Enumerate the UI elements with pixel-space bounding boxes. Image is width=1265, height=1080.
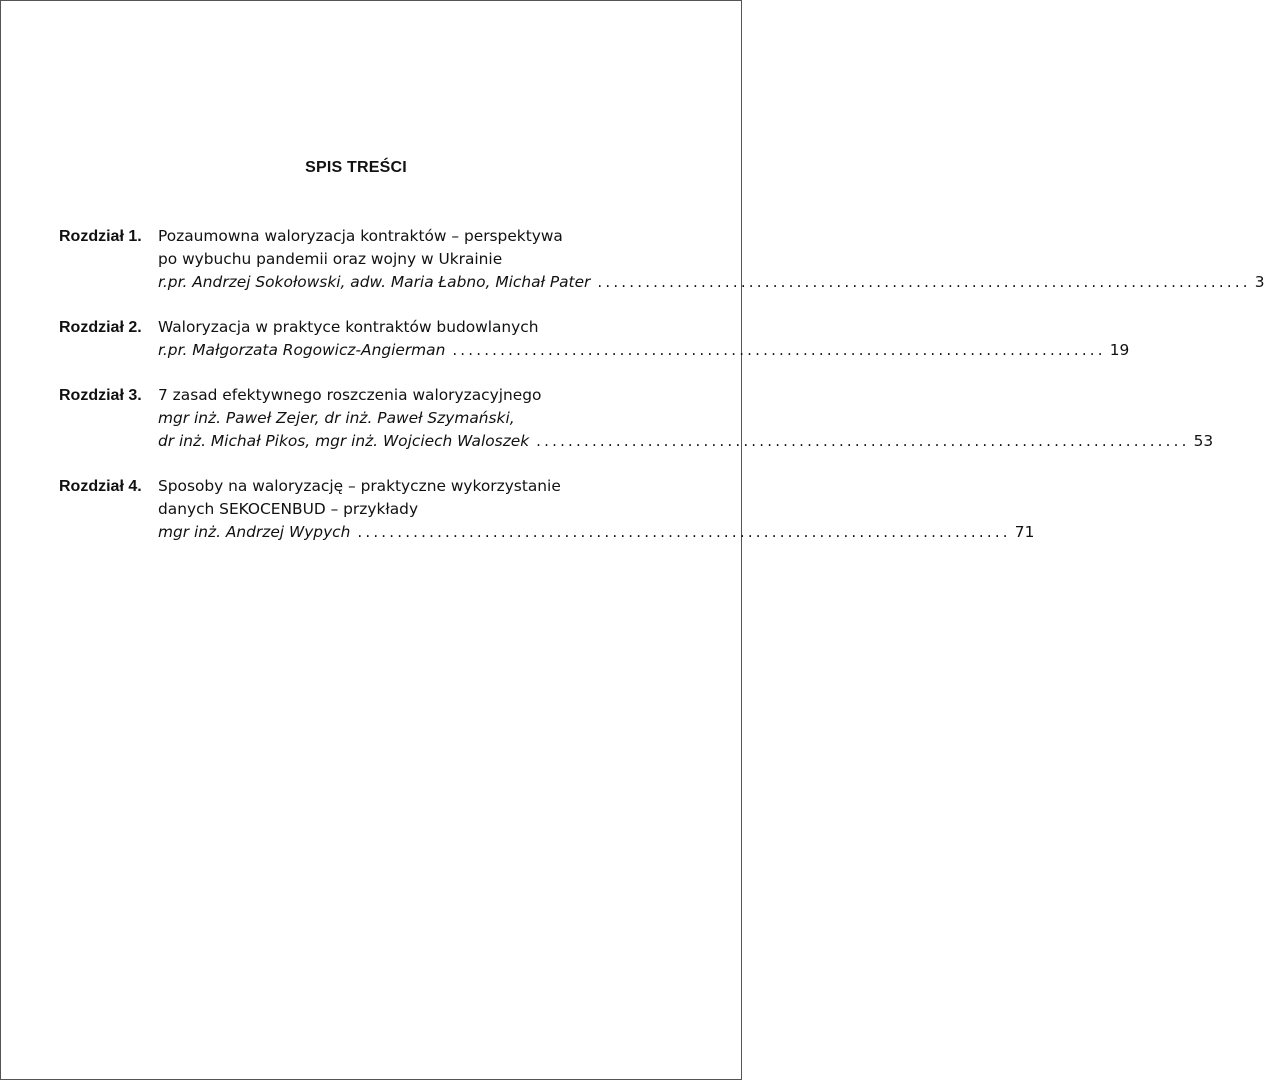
chapter-authors: mgr inż. Paweł Zejer, dr inż. Paweł Szymański,: [158, 409, 515, 427]
chapter-body: [158, 225, 1265, 294]
chapter-authors: r.pr. Andrzej Sokołowski, adw. Maria Łabno, Michał Pater: [158, 273, 591, 291]
toc-heading: SPIS TREŚCI: [305, 159, 407, 176]
toc-entry-chapter-2: [59, 316, 1130, 362]
chapter-authors: dr inż. Michał Pikos, mgr inż. Wojciech Waloszek: [158, 432, 530, 450]
toc-entry-chapter-3: [59, 384, 1214, 453]
toc-list: [59, 225, 1265, 566]
dot-leader: ..................................................................................: [452, 341, 1106, 359]
author-line: [158, 407, 653, 430]
dot-leader: ..................................................................................: [536, 432, 1190, 450]
dot-leader: ..................................................................................: [597, 273, 1251, 291]
chapter-title-line: Waloryzacja w praktyce kontraktów budowlanych: [158, 318, 539, 336]
page-number: 3: [1254, 273, 1265, 291]
chapter-label: Rozdział 2.: [59, 319, 142, 336]
chapter-title-line: danych SEKOCENBUD – przykłady: [158, 500, 419, 518]
chapter-label: Rozdział 3.: [59, 387, 142, 404]
toc-entry-chapter-1: [59, 225, 1265, 294]
author-line: [158, 521, 1035, 544]
author-line: [158, 430, 1214, 453]
page-number: 19: [1109, 341, 1130, 359]
toc-entry-chapter-4: [59, 475, 1035, 544]
chapter-label: Rozdział 4.: [59, 478, 142, 495]
chapter-title-line: po wybuchu pandemii oraz wojny w Ukrainie: [158, 250, 503, 268]
chapter-title-line: Sposoby na waloryzację – praktyczne wykorzystanie: [158, 477, 561, 495]
chapter-title-line: Pozaumowna waloryzacja kontraktów – perspektywa: [158, 227, 563, 245]
dot-leader: ..................................................................................: [357, 523, 1011, 541]
chapter-label: Rozdział 1.: [59, 228, 142, 245]
chapter-body: [158, 384, 1214, 453]
chapter-authors: r.pr. Małgorzata Rogowicz-Angierman: [158, 341, 446, 359]
page-number: 53: [1193, 432, 1214, 450]
chapter-body: [158, 316, 1130, 362]
author-line: [158, 339, 1130, 362]
author-line: [158, 271, 1265, 294]
chapter-authors: mgr inż. Andrzej Wypych: [158, 523, 351, 541]
page-number: 71: [1014, 523, 1035, 541]
chapter-body: [158, 475, 1035, 544]
chapter-title-line: 7 zasad efektywnego roszczenia waloryzacyjnego: [158, 386, 542, 404]
